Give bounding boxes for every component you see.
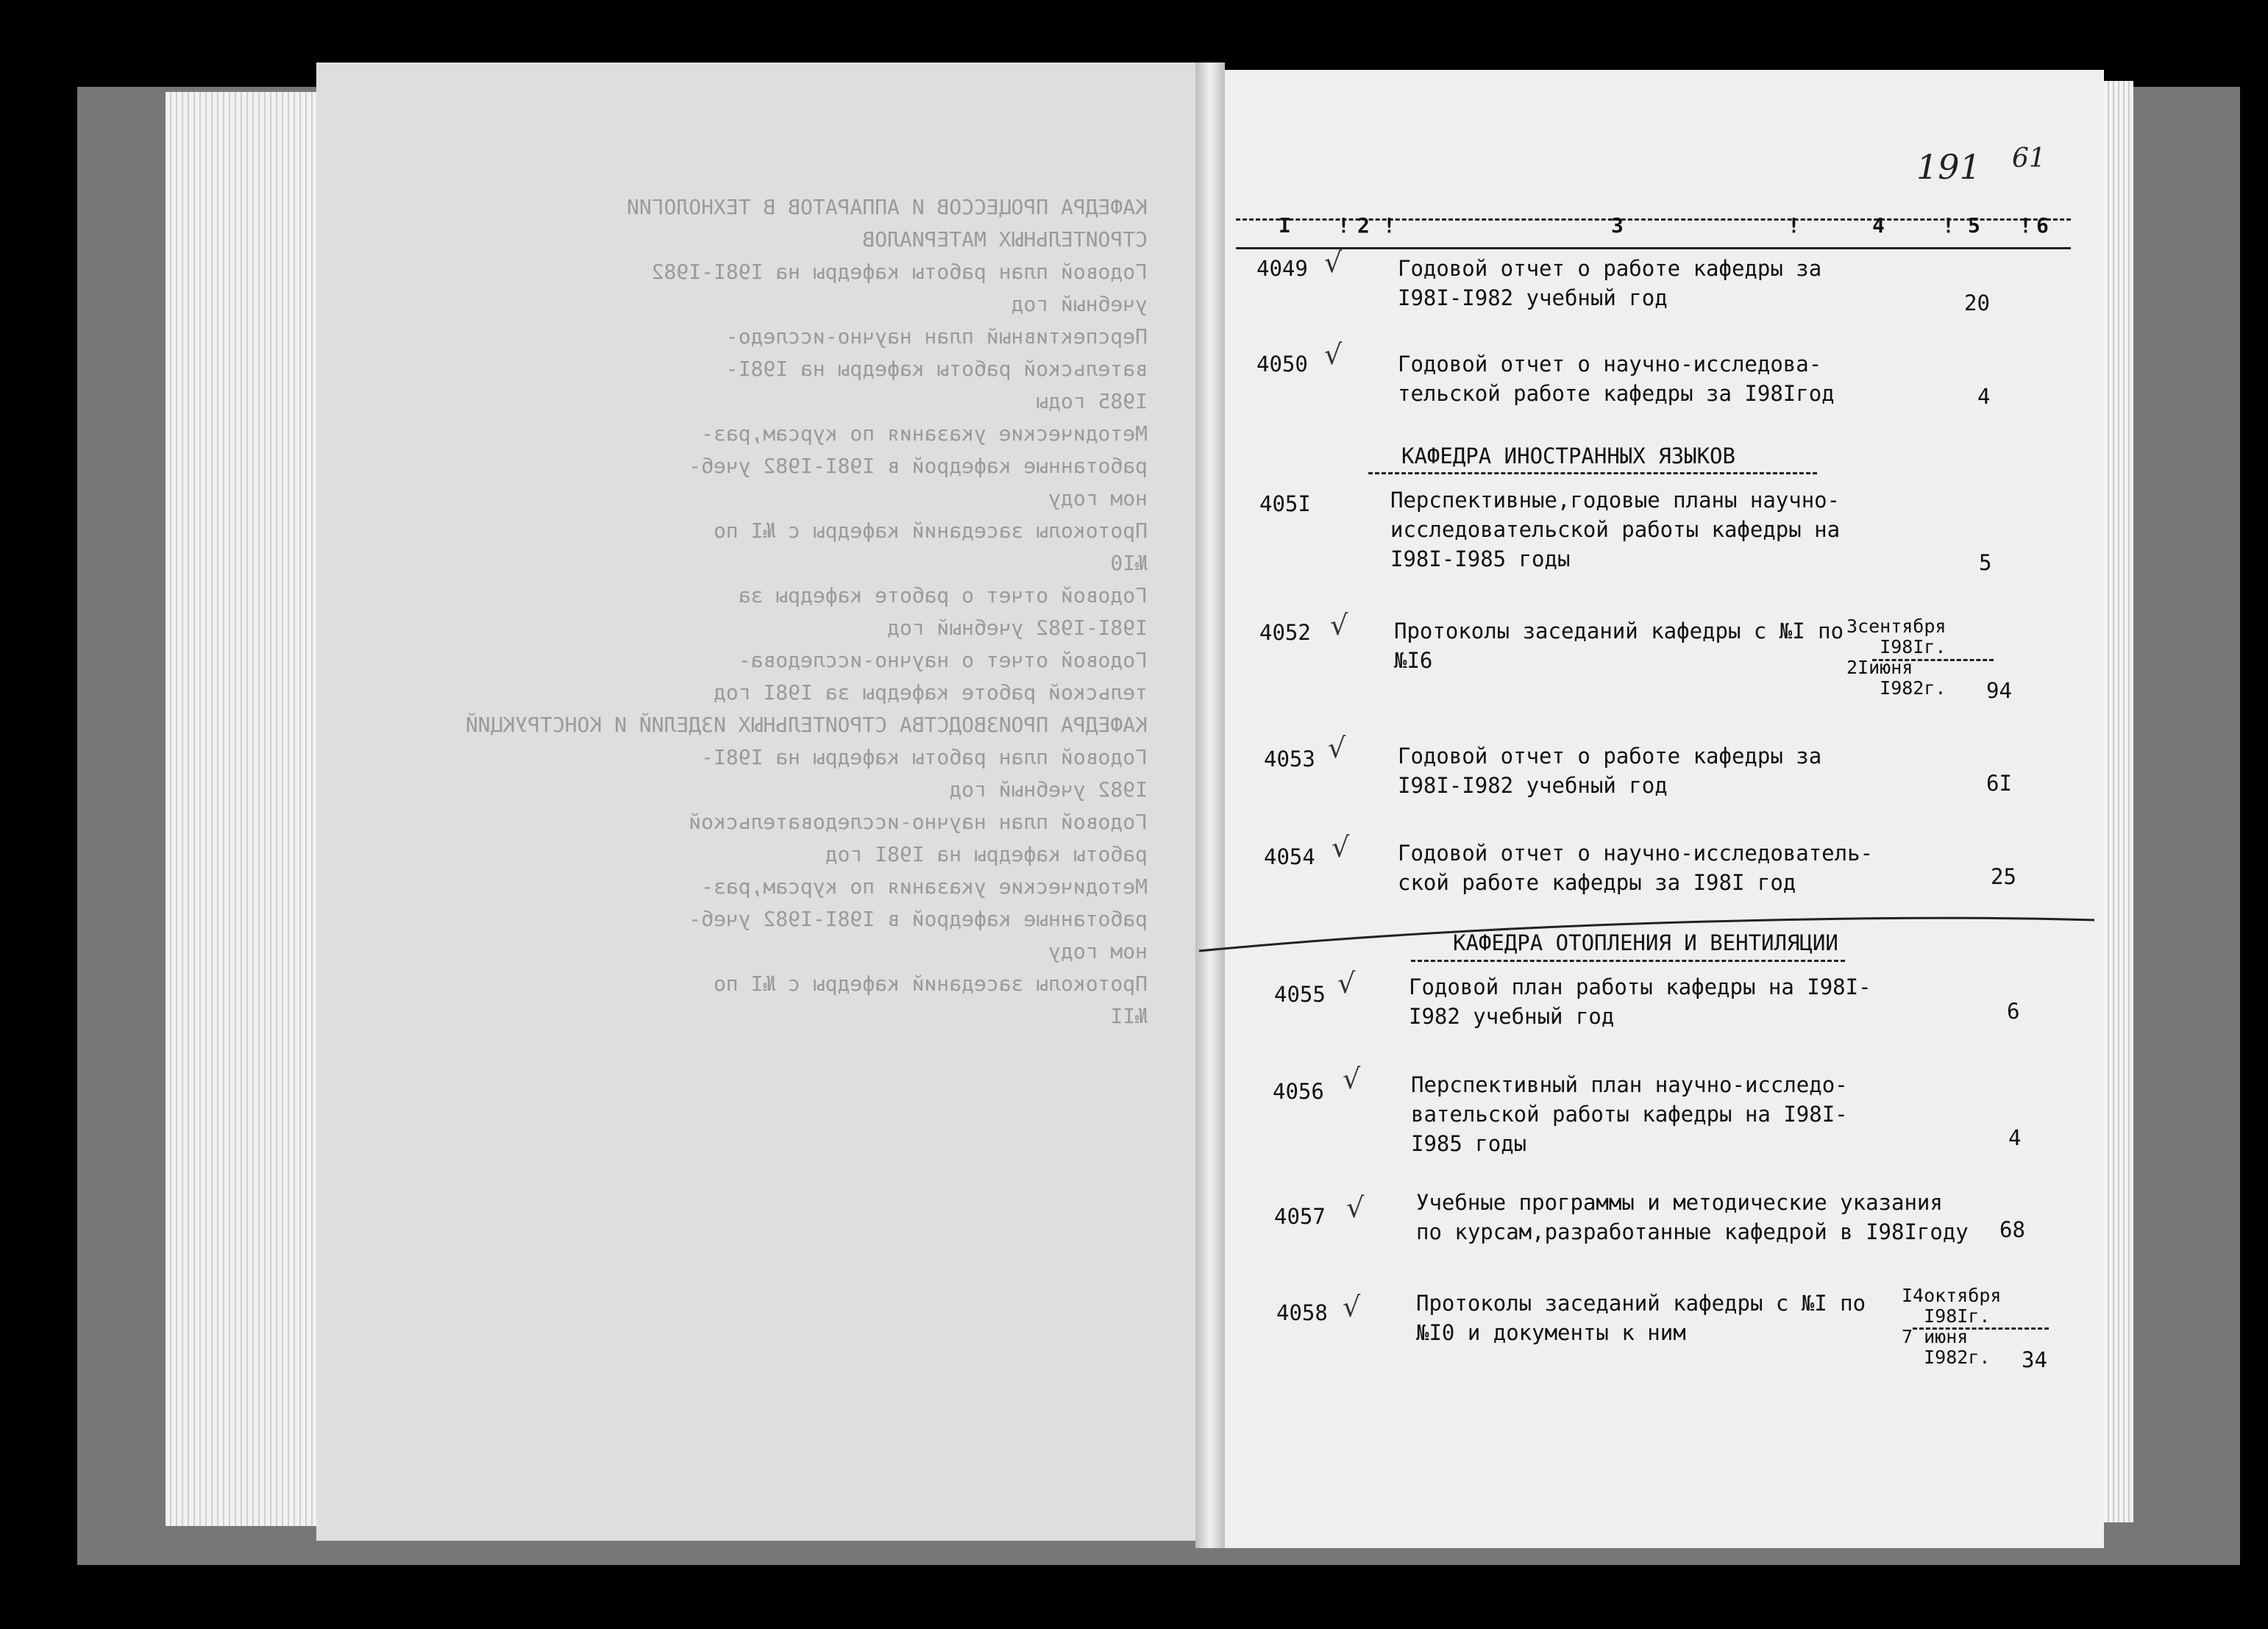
- header-col-5: 5: [1968, 213, 1980, 238]
- record-title: Перспективный план научно-исследо- вательской работы кафедры на I98I- I985 годы: [1411, 1072, 1848, 1156]
- record-title: Перспективные,годовые планы научно- исследовательской работы кафедры на I98I-I985 годы: [1390, 488, 1841, 571]
- record-title: Протоколы заседаний кафедры с №I по №I0 и документы к ним: [1416, 1291, 1866, 1345]
- record-id: 4053: [1264, 746, 1315, 771]
- record-title: Годовой отчет о работе кафедры за I98I-I982 учебный год: [1398, 256, 1822, 310]
- ghost-line: КАФЕДРА ПРОЦЕССОВ И АППАРАТОВ В ТЕХНОЛОГИИ: [626, 195, 1148, 219]
- record-id: 4052: [1259, 620, 1311, 645]
- record-id: 4058: [1276, 1300, 1328, 1325]
- checkmark-icon: √: [1324, 246, 1343, 279]
- record-id: 405I: [1259, 491, 1311, 516]
- checkmark-icon: √: [1328, 732, 1346, 764]
- record-count: 5: [1979, 550, 1992, 575]
- record-date-range: I4октября I98Iг. 7 июня I982г.: [1902, 1285, 2002, 1368]
- record-title: Протоколы заседаний кафедры с №I по №I6: [1394, 619, 1844, 673]
- ghost-line: Годовой план работы кафедры на I98I-I982: [651, 260, 1148, 284]
- record-count: 6: [2007, 999, 2020, 1024]
- checkmark-icon: √: [1324, 338, 1343, 371]
- record-id: 4049: [1256, 256, 1308, 281]
- record-count: 4: [2008, 1125, 2022, 1150]
- record-id: 4050: [1256, 352, 1308, 377]
- record-count: 20: [1964, 290, 1990, 316]
- header-col-3: 3: [1611, 213, 1624, 238]
- record-count: 25: [1991, 864, 2016, 889]
- record-title: Годовой отчет о научно-исследова- тельской работе кафедры за I98Iгод: [1398, 352, 1835, 406]
- left-page-edges: [166, 92, 342, 1526]
- right-page-edges: [2104, 81, 2133, 1522]
- checkmark-icon: √: [1330, 609, 1348, 641]
- record-title: Годовой отчет о работе кафедры за I98I-I982 учебный год: [1398, 744, 1822, 798]
- checkmark-icon: √: [1346, 1191, 1365, 1224]
- ghost-line: ном году: [1048, 486, 1148, 510]
- ghost-line: Годовой отчет о работе кафедры за: [738, 583, 1148, 607]
- header-sep-3: !: [1788, 213, 1800, 238]
- header-sep-4: !: [1942, 213, 1955, 238]
- sheet-number: 61: [2012, 143, 2046, 174]
- header-col-4: 4: [1872, 213, 1885, 238]
- ghost-line: работы кафедры на I98I год: [825, 842, 1148, 866]
- section-heading: КАФЕДРА ИНОСТРАННЫХ ЯЗЫКОВ: [1401, 443, 1735, 468]
- ghost-line: Годовой план работы кафедры на I98I-: [701, 745, 1148, 769]
- section-underline: [1411, 960, 1845, 962]
- ghost-line: Методические указания по курсам,раз-: [701, 874, 1148, 899]
- record-count: 4: [1977, 384, 1991, 409]
- header-bottom-line: [1236, 247, 2071, 249]
- date-separator-line: [1913, 1327, 2049, 1330]
- ghost-line: ном году: [1048, 939, 1148, 963]
- record-count: 6I: [1986, 771, 2012, 796]
- checkmark-icon: √: [1343, 1063, 1361, 1095]
- ghost-line: работанные кафедрой в I98I-I982 учеб-: [689, 454, 1148, 478]
- left-page-bleedthrough-text: [412, 191, 1148, 1441]
- header-col-1: I: [1279, 213, 1291, 238]
- record-count: 68: [1999, 1217, 2025, 1242]
- header-col-2: 2: [1357, 213, 1370, 238]
- ghost-line: СТРОИТЕЛЬНЫХ МАТЕРИАЛОВ: [862, 227, 1148, 252]
- record-id: 4054: [1264, 844, 1315, 869]
- header-col-6: 6: [2036, 213, 2049, 238]
- ghost-line: Методические указания по курсам,раз-: [701, 421, 1148, 446]
- ghost-line: КАФЕДРА ПРОИЗВОДСТВА СТРОИТЕЛЬНЫХ ИЗДЕЛИЙ И КОНСТРУКЦИЙ: [465, 713, 1148, 737]
- ghost-line: учебный год: [1011, 292, 1148, 316]
- record-id: 4055: [1274, 982, 1326, 1007]
- record-id: 4056: [1273, 1079, 1324, 1104]
- section-heading: КАФЕДРА ОТОПЛЕНИЯ И ВЕНТИЛЯЦИИ: [1453, 930, 1838, 955]
- record-count: 94: [1986, 678, 2012, 703]
- record-count: 34: [2022, 1347, 2047, 1372]
- ghost-line: работанные кафедрой в I98I-I982 учеб-: [689, 907, 1148, 931]
- ghost-line: Годовой план научно-исследовательской: [689, 810, 1148, 834]
- ghost-line: Годовой отчет о научно-исследова-: [738, 648, 1148, 672]
- ghost-line: I985 годы: [1036, 389, 1148, 413]
- header-sep-5: !: [2019, 213, 2032, 238]
- ghost-line: вательской работы кафедры на I98I-: [725, 357, 1148, 381]
- checkmark-icon: √: [1332, 831, 1350, 863]
- record-date-range: 3сентября I98Iг. 2Iиюня I982г.: [1846, 616, 1947, 699]
- record-title: Годовой отчет о научно-исследователь- ской работе кафедры за I98I год: [1398, 841, 1874, 895]
- record-title: Годовой план работы кафедры на I98I- I982 учебный год: [1409, 974, 1871, 1029]
- ghost-line: №I0: [1110, 551, 1148, 575]
- record-id: 4057: [1274, 1204, 1326, 1229]
- checkmark-icon: √: [1337, 967, 1356, 999]
- ghost-line: I98I-I982 учебный год: [886, 616, 1148, 640]
- ghost-line: тельской работе кафедры за I98I год: [713, 680, 1148, 705]
- ghost-line: Перспективный план научно-исследо-: [725, 324, 1148, 349]
- record-title: Учебные программы и методические указания по курсам,разработанные кафедрой в I98Iгоду: [1416, 1190, 1969, 1244]
- page-number: 191: [1916, 147, 1981, 187]
- ghost-line: Протоколы заседаний кафедры с №I по: [713, 972, 1148, 996]
- header-sep-1: !: [1337, 213, 1350, 238]
- checkmark-icon: √: [1343, 1291, 1361, 1323]
- book-gutter: [1195, 63, 1225, 1548]
- section-underline: [1368, 472, 1817, 474]
- ghost-line: №II: [1110, 1004, 1148, 1028]
- date-separator-line: [1872, 659, 1994, 661]
- header-sep-2: !: [1383, 213, 1396, 238]
- ghost-line: I982 учебный год: [949, 777, 1148, 802]
- ghost-line: Протоколы заседаний кафедры с №I по: [713, 518, 1148, 543]
